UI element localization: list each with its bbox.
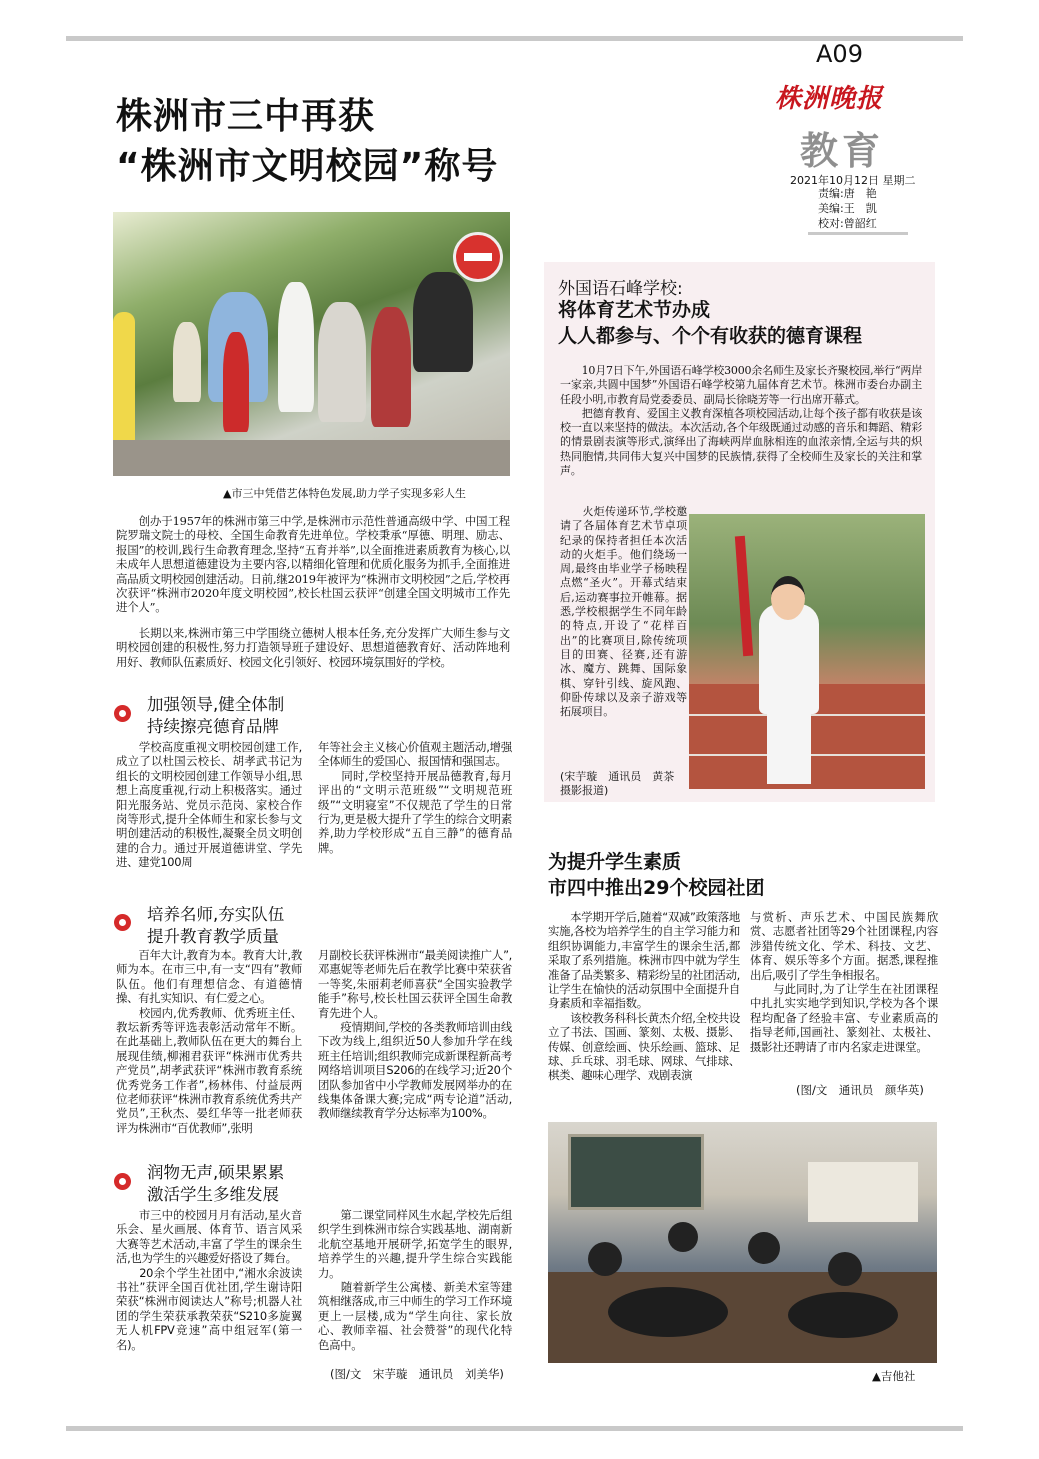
intro-paragraph-2: 长期以来,株洲市第三中学围绕立德树人根本任务,充分发挥广大师生参与文明校园创建的积极性,努力打造领导班子建设好、思想道德教育好、活动阵地利用好、教师队伍素质好、校园文化引领好、校园环境氛围好的学校。: [116, 626, 510, 669]
torch-icon: [735, 536, 753, 656]
article3-col1: 本学期开学后,随着“双减”政策落地实施,各校为培养学生的自主学习能力和组织协调能力,丰富学生的课余生活,都采取了系列措施。株洲市四中就为学生准备了品类繁多、精彩纷呈的社团活动,让学生在愉快的活动氛围中全面提升自身素质和幸福指数。 该校教务科科长黄杰介绍,全校共设立了书法、国画、篆刻、太极、摄影、传媒、创意绘画、快乐绘画、篮球、足球、乒乓球、羽毛球、网球、气排球、棋类、趣味心理学、戏剧表演: [548, 910, 740, 1083]
main-headline: [116, 92, 498, 192]
main-headline-line1: 株洲市三中再获: [116, 96, 376, 137]
issue-date: 2021年10月12日 星期二: [790, 174, 916, 187]
section3-heading-line1: 润物无声,硕果累累: [147, 1163, 285, 1182]
section-bullet-icon: [114, 914, 131, 931]
main-byline: (图/文 宋芋璇 通讯员 刘美华): [330, 1367, 504, 1381]
article2-title-line2: 人人都参与、个个有收获的德育课程: [558, 325, 863, 347]
torch-photo: [689, 514, 925, 789]
newspaper-masthead: 株洲晚报: [775, 84, 884, 114]
bottom-rule: [66, 1426, 963, 1431]
section3-heading: [147, 1162, 284, 1206]
guitar-club-photo: [548, 1122, 937, 1363]
proofreader-credit: 校对:曾韶红: [818, 217, 877, 230]
section2-heading-line2: 提升教育教学质量: [147, 927, 279, 946]
guitar-icon: [608, 1287, 728, 1337]
main-photo-caption: ▲市三中凭借艺体特色发展,助力学子实现多彩人生: [223, 487, 466, 500]
article2-byline: (宋芋璇 通讯员 黄茶 摄影报道): [560, 770, 686, 798]
guitar-icon: [788, 1292, 898, 1338]
editor-credit: 责编:唐 艳: [818, 187, 877, 200]
designer-credit: 美编:王 凯: [818, 202, 877, 215]
section3-col2: 第二课堂同样风生水起,学校先后组织学生到株洲市综合实践基地、湖南新北航空基地开展研学,拓宽学生的眼界,培养学生的兴趣,提升学生综合实践能力。 随着新学生公寓楼、新美术室等建筑相继落成,市三中师生的学习工作环境更上一层楼,成为“学生向往、家长放心、教师幸福、社会赞誉”的现代化特色高中。: [318, 1208, 512, 1352]
section1-heading: [147, 694, 284, 738]
no-entry-sign-icon: [453, 232, 503, 282]
article3-col2: 与赏析、声乐艺术、中国民族舞欣赏、志愿者社团等29个社团课程,内容涉猎传统文化、学术、科技、文艺、体育、娱乐等多个方面。据悉,课程推出后,吸引了学生争相报名。 与此同时,为了让学生在社团课程中扎扎实实地学到知识,学校为各个课程均配备了经验丰富、专业素质高的指导老师,国画社、篆刻社、太极社、摄影社还聘请了市内名家走进课堂。: [750, 910, 938, 1054]
article2-title-line1: 将体育艺术节办成: [558, 299, 711, 321]
section1-col1: 学校高度重视文明校园创建工作,成立了以杜国云校长、胡孝武书记为组长的文明校园创建工作领导小组,思想上高度重视,行动上积极落实。通过阳光服务站、党员示范岗、家校合作岗等形式,提升全体师生和家长参与文明创建活动的积极性,凝聚全员文明创建的合力。通过开展道德讲堂、学先进、建党100周: [116, 740, 302, 870]
section3-heading-line2: 激活学生多维发展: [147, 1185, 279, 1204]
section-title: 教育: [800, 128, 885, 173]
section2-heading: [147, 904, 284, 948]
guitar-photo-caption: ▲吉他社: [872, 1369, 916, 1383]
section1-heading-line2: 持续擦亮德育品牌: [147, 717, 279, 736]
article3-title-line2: 市四中推出29个校园社团: [548, 877, 765, 899]
article2-paragraph-1: 10月7日下午,外国语石峰学校3000余名师生及家长齐聚校园,举行“两岸一家亲,共圆中国梦”外国语石峰学校第九届体育艺术节。株洲市委台办副主任段小明,市教育局党委委员、副局长徐晓芳等一行出席开幕式。 把德育教育、爱国主义教育深植各项校园活动,让每个孩子都有收获是该校一直以来坚持的做法。本次活动,各个年级既通过动感的音乐和舞蹈、精彩的情景剧表演等形式,演绎出了海峡两岸血脉相连的血浓亲情,全运与共的炽热同胞情,共同伟大复兴中国梦的民族情,获得了全校师生及家长的关注和掌声。: [560, 364, 923, 478]
credit-rule: [808, 232, 908, 235]
section2-col2: 月副校长获评株洲市“最美阅读推广人”,邓惠妮等老师先后在教学比赛中荣获省一等奖,朱丽莉老师喜获“全国实验教学能手”称号,校长杜国云获评全国生命教育先进个人。 疫情期间,学校的各类教师培训由线下改为线上,组织近50人参加升学在线班主任培训;组织教师完成新课程新高考网络培训项目S206的在线学习;近20个团队参加省中小学教师发展网举办的在线集体备课大赛;完成“两专论道”活动,教师继续教育学分达标率为100%。: [318, 948, 512, 1121]
section-bullet-icon: [114, 705, 131, 722]
section3-col1: 市三中的校园月月有活动,星火音乐会、星火画展、体育节、语言风采大赛等艺术活动,丰富了学生的课余生活,也为学生的兴趣爱好搭设了舞台。 20余个学生社团中,“湘水余波读书社”获评全国百优社团,学生谢诗阳荣获“株洲市阅读达人”称号;机器人社团的学生荣获承教荣获“S210多旋翼无人机FPV竞速”高中组冠军(第一名)。: [116, 1208, 302, 1352]
intro-paragraph-1: 创办于1957年的株洲市第三中学,是株洲市示范性普通高级中学、中国工程院罗瑞文院士的母校、全国生命教育先进单位。学校秉承“厚德、明理、励志、报国”的校训,践行生命教育理念,坚持“五育并举”,以全面推进素质教育为核心,以未成年人思想道德建设为主要内容,以精细化管理和优质化服务为抓手,全面推进高品质文明校园创建活动。日前,继2019年被评为“株洲市文明校园”之后,学校再次获评“株洲市2020年度文明校园”,校长杜国云获评“创建全国文明城市工作先进个人”。: [116, 514, 510, 615]
section2-col1: 百年大计,教育为本。教育大计,教师为本。在市三中,有一支“四有”教师队伍。他们有理想信念、有道德情操、有扎实知识、有仁爱之心。 校园内,优秀教师、优秀班主任、教坛新秀等评选表彰活动常年不断。在此基础上,教师队伍在更大的舞台上展现佳绩,柳湘君获评“株洲市优秀共产党员”,胡孝武获评“株洲市教育系统优秀党务工作者”,杨林伟、付益辰两位老师获评“株洲市教育系统优秀共产党员”,王秋杰、晏红华等一批老师获评为株洲市“百优教师”,张明: [116, 948, 302, 1135]
dance-photo: [113, 212, 510, 476]
section2-heading-line1: 培养名师,夯实队伍: [147, 905, 285, 924]
section1-col2: 年等社会主义核心价值观主题活动,增强全体师生的爱国心、报国情和强国志。 同时,学校坚持开展品德教育,每月评出的“文明示范班级”“文明规范班级”“文明寝室”不仅规范了学生的日常行为,更是极大提升了学生的综合文明素养,助力学校形成“五自三静”的德育品牌。: [318, 740, 512, 855]
section1-heading-line1: 加强领导,健全体制: [147, 695, 285, 714]
page-number: A09: [816, 40, 863, 68]
article3-title-line1: 为提升学生素质: [548, 851, 682, 873]
main-headline-line2: “株洲市文明校园”称号: [116, 146, 499, 187]
section-bullet-icon: [114, 1173, 131, 1190]
article2-paragraph-2: 火炬传递环节,学校邀请了各届体育艺术节卓项纪录的保持者担任本次活动的火炬手。他们绕场一周,最终由毕业学子杨映程点燃“圣火”。开幕式结束后,运动赛事拉开帷幕。据悉,学校根据学生不同年龄的特点,开设了“花样百出”的比赛项目,除传统项目的田赛、径赛,还有游冰、魔方、跳舞、国际象棋、穿针引线、旋风跑、仰卧传球以及亲子游戏等拓展项目。: [560, 505, 687, 719]
article2-kicker: 外国语石峰学校:: [558, 279, 683, 299]
article3-byline: (图/文 通讯员 颜华英): [796, 1083, 924, 1097]
credits: [818, 186, 877, 231]
